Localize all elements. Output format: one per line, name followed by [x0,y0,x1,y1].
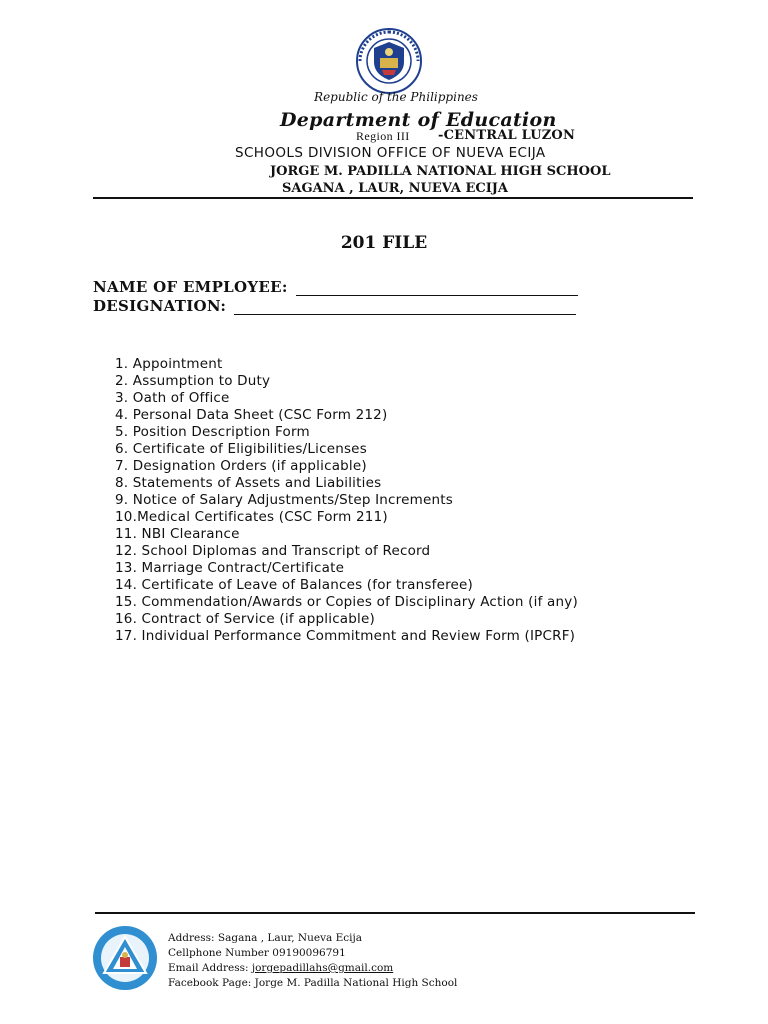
designation-label: DESIGNATION: [93,297,227,315]
list-item: 4. Personal Data Sheet (CSC Form 212) [115,407,388,423]
department-heading: Department of Education [280,109,557,131]
school-seal-logo [92,925,158,991]
list-item: 9. Notice of Salary Adjustments/Step Increments [115,492,453,508]
list-item: 3. Oath of Office [115,390,230,406]
list-item: 1. Appointment [115,356,223,372]
list-item: 12. School Diplomas and Transcript of Record [115,543,431,559]
footer-email-label: Email Address: [168,962,252,974]
school-name: JORGE M. PADILLA NATIONAL HIGH SCHOOL [270,164,611,179]
footer-cellphone: Cellphone Number 09190096791 [168,947,346,959]
division-office: SCHOOLS DIVISION OFFICE OF NUEVA ECIJA [235,145,546,161]
list-item: 10.Medical Certificates (CSC Form 211) [115,509,388,525]
list-item: 6. Certificate of Eligibilities/Licenses [115,441,367,457]
requirements-checklist [115,356,578,645]
list-item: 14. Certificate of Leave of Balances (for transferee) [115,577,474,593]
list-item: 5. Position Description Form [115,424,310,440]
list-item: 16. Contract of Service (if applicable) [115,611,375,627]
footer-divider [95,912,695,914]
region-label: Region III [356,129,410,143]
employee-name-label: NAME OF EMPLOYEE: [93,278,288,296]
footer-contact [168,931,457,991]
footer-email-link[interactable]: jorgepadillahs@gmail.com [251,962,394,974]
region-name: -CENTRAL LUZON [438,128,576,143]
list-item: 8. Statements of Assets and Liabilities [115,475,382,491]
designation-blank-line [234,302,576,315]
list-item: 2. Assumption to Duty [115,373,271,389]
footer-facebook: Facebook Page: Jorge M. Padilla National High School [168,977,458,989]
list-item: 13. Marriage Contract/Certificate [115,560,345,576]
list-item: 15. Commendation/Awards or Copies of Disciplinary Action (if any) [115,594,578,610]
designation-field [93,297,576,315]
list-item: 11. NBI Clearance [115,526,240,542]
school-address: SAGANA , LAUR, NUEVA ECIJA [282,181,509,196]
footer-address: Address: Sagana , Laur, Nueva Ecija [168,932,363,944]
deped-seal-logo [356,28,422,94]
footer-email-line [168,961,457,976]
list-item: 7. Designation Orders (if applicable) [115,458,367,474]
employee-name-blank-line [296,283,578,296]
list-item: 17. Individual Performance Commitment and Review Form (IPCRF) [115,628,576,644]
document-title: 201 FILE [340,233,428,253]
header-divider [93,197,693,199]
republic-heading: Republic of the Philippines [314,90,478,104]
employee-name-field [93,278,578,296]
